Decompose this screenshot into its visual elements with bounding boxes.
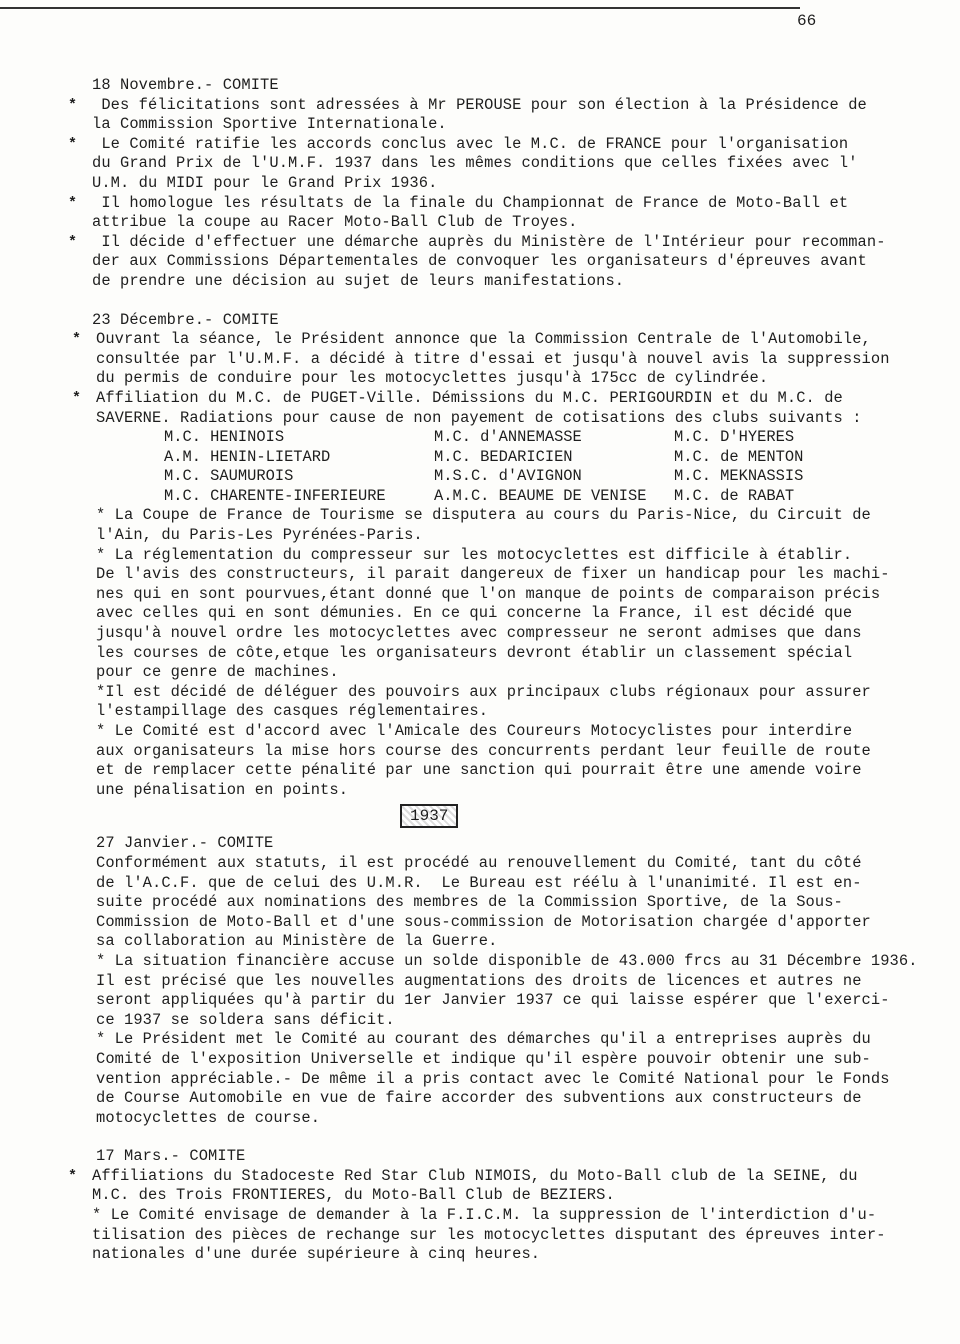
text-line — [92, 1245, 942, 1265]
text-line — [96, 742, 942, 762]
table-row — [164, 428, 803, 448]
line-text: vention appréciable.- De même il a pris contact avec le Comité National pour le Fonds — [96, 1069, 890, 1088]
line-text: ce 1937 se soldera sans déficit. — [96, 1010, 395, 1029]
text-line — [96, 1011, 942, 1031]
bullet-asterisk-icon: * — [68, 194, 78, 212]
line-text: tilisation des pièces de rechange sur les motocyclettes disputant des épreuves inter- — [92, 1225, 886, 1244]
line-text: consultée par l'U.M.F. a décidé à titre d'essai et jusqu'à nouvel avis la suppression — [96, 349, 890, 368]
line-text: Le Comité ratifie les accords conclus avec le M.C. de FRANCE pour l'organisation — [92, 134, 849, 153]
text-line — [96, 781, 942, 801]
section-heading: 27 Janvier.- COMITE — [96, 834, 274, 853]
line-text: avec celles qui en sont démunies. En ce qui concerne la France, il est décidé que — [96, 604, 853, 623]
line-text: de prendre une décision au sujet de leurs manifestations. — [92, 271, 625, 290]
text-line — [96, 506, 942, 526]
text-line — [96, 663, 942, 683]
bullet-asterisk-icon: * — [72, 389, 82, 407]
line-text: l'Ain, du Paris-Les Pyrénées-Paris. — [96, 526, 423, 545]
text-line — [96, 604, 942, 624]
line-text: der aux Commissions Départementales de convoquer les organisateurs d'épreuves avant — [92, 252, 867, 271]
text-line — [96, 526, 942, 546]
line-text: suite procédé aux nominations des membres de la Commission Sportive, de la Sous- — [96, 893, 843, 912]
text-line — [92, 1206, 942, 1226]
line-text: Il décide d'effectuer une démarche auprès du Ministère de l'Intérieur pour recomman- — [92, 232, 886, 251]
text-line — [96, 546, 942, 566]
text-line — [96, 1089, 942, 1109]
page-number: 66 — [797, 12, 817, 30]
text-line — [92, 1186, 942, 1206]
text-line — [96, 991, 942, 1011]
section-23-decembre-notes — [72, 506, 942, 800]
line-text: M.C. des Trois FRONTIERES, du Moto-Ball Club de BEZIERS. — [92, 1186, 615, 1205]
line-text: seront appliquées qu'à partir du 1er Janvier 1937 ce qui laisse espérer que l'exerci- — [96, 991, 890, 1010]
line-text: * La Coupe de France de Tourisme se disputera au cours du Paris-Nice, du Circuit de — [96, 506, 871, 525]
line-text: Ouvrant la séance, le Président annonce que la Commission Centrale de l'Automobile, — [96, 330, 871, 349]
club-name: A.M.C. BEAUME DE VENISE — [434, 486, 647, 505]
section-18-novembre — [68, 95, 942, 292]
table-row — [164, 467, 803, 487]
text-line — [96, 644, 942, 664]
line-text: du Grand Prix de l'U.M.F. 1937 dans les mêmes conditions que celles fixées avec l' — [92, 154, 858, 173]
text-line — [96, 932, 942, 952]
line-text: Des félicitations sont adressées à Mr PEROUSE pour son élection à la Présidence de — [92, 95, 867, 114]
section-17-mars — [68, 1166, 942, 1265]
line-text: Commission de Moto-Ball et d'une sous-commission de Motorisation chargée d'apporter — [96, 912, 871, 931]
club-name: M.C. de MENTON — [674, 447, 804, 466]
text-line — [96, 369, 942, 389]
line-text: et de remplacer cette pénalité par une sanction qui pourrait être une amende voire — [96, 761, 862, 780]
club-name: M.C. MEKNASSIS — [674, 467, 804, 486]
text-line — [68, 232, 942, 253]
table-row — [164, 487, 803, 507]
bullet-asterisk-icon: * — [68, 135, 78, 153]
text-line — [92, 213, 942, 233]
section-heading: 18 Novembre.- COMITE — [92, 76, 279, 94]
line-text: Comité de l'exposition Universelle et indique qu'il espère pouvoir obtenir une sub- — [96, 1049, 871, 1068]
line-text: les courses de côte,etque les organisateurs devront établir un classement spécial — [96, 643, 853, 662]
text-line — [92, 272, 942, 292]
text-line — [68, 95, 942, 116]
text-line — [72, 388, 942, 409]
line-text: * La réglementation du compresseur sur les motocyclettes est difficile à établir. — [96, 545, 853, 564]
section-heading: 23 Décembre.- COMITE — [92, 310, 279, 329]
text-line — [96, 1109, 942, 1129]
line-text: pour ce genre de machines. — [96, 663, 339, 682]
text-line — [96, 913, 942, 933]
club-name: M.C. CHARENTE-INFERIEURE — [164, 486, 386, 505]
line-text: *Il est décidé de déléguer des pouvoirs aux principaux clubs régionaux pour assurer — [96, 682, 871, 701]
club-name: A.M. HENIN-LIETARD — [164, 447, 331, 466]
bullet-asterisk-icon: * — [68, 233, 78, 251]
club-name: M.C. d'ANNEMASSE — [434, 428, 582, 447]
section-23-decembre-intro — [72, 330, 942, 428]
text-line — [96, 1050, 942, 1070]
line-text: motocyclettes de course. — [96, 1108, 321, 1127]
line-text: * Le Comité est d'accord avec l'Amicale des Coureurs Motocyclistes pour interdire — [96, 722, 853, 740]
text-line — [96, 585, 942, 605]
line-text: l'estampillage des casques réglementaires. — [96, 702, 489, 721]
club-name: M.C. D'HYERES — [674, 428, 795, 447]
line-text: sa collaboration au Ministère de la Guerre. — [96, 932, 498, 951]
text-line — [92, 174, 942, 194]
section-heading: 17 Mars.- COMITE — [96, 1147, 246, 1166]
club-name: M.C. SAUMUROIS — [164, 467, 294, 486]
line-text: De l'avis des constructeurs, il parait dangereux de fixer un handicap pour les machi- — [96, 565, 890, 584]
bullet-asterisk-icon: * — [68, 96, 78, 114]
text-line — [68, 1166, 942, 1187]
line-text: Il homologue les résultats de la finale du Championnat de France de Moto-Ball et — [92, 193, 849, 212]
text-line — [96, 702, 942, 722]
text-line — [96, 854, 942, 874]
text-line — [96, 624, 942, 644]
line-text: * La situation financière accuse un solde disponible de 43.000 frcs au 31 Décembre 1936. — [96, 951, 918, 970]
text-line — [96, 1070, 942, 1090]
text-line — [92, 154, 942, 174]
text-line — [72, 330, 942, 350]
line-text: aux organisateurs la mise hors course des concurrents perdant leur feuille de route — [96, 741, 871, 760]
text-line — [96, 409, 942, 429]
text-line — [96, 952, 942, 972]
club-name: M.C. de RABAT — [674, 486, 795, 505]
document-body — [68, 76, 942, 1265]
table-row — [164, 448, 803, 468]
bullet-asterisk-icon: * — [72, 331, 82, 349]
line-text: * Le Président met le Comité au courant des démarches qu'il a entreprises auprès du — [96, 1030, 871, 1049]
line-text: la Commission Sportive Internationale. — [92, 115, 447, 134]
line-text: jusqu'à nouvel ordre les motocyclettes avec compresseur ne seront admises que dans — [96, 624, 862, 643]
text-line — [96, 565, 942, 585]
club-name: M.S.C. d'AVIGNON — [434, 467, 582, 486]
line-text: SAVERNE. Radiations pour cause de non payement de cotisations des clubs suivants : — [96, 408, 862, 427]
section-27-janvier — [72, 854, 942, 1128]
line-text: Affiliation du M.C. de PUGET-Ville. Démissions du M.C. PERIGOURDIN et du M.C. de — [96, 388, 843, 407]
line-text: attribue la coupe au Racer Moto-Ball Club de Troyes. — [92, 213, 578, 232]
text-line — [92, 252, 942, 272]
text-line — [96, 893, 942, 913]
text-line — [96, 972, 942, 992]
line-text: Il est précisé que les nouvelles augmentations des droits de licences et autres ne — [96, 971, 862, 990]
line-text: de Course Automobile en vue de faire accorder des subventions aux constructeurs de — [96, 1089, 862, 1108]
text-line — [92, 1226, 942, 1246]
text-line — [92, 115, 942, 135]
text-line — [68, 134, 942, 155]
bullet-asterisk-icon: * — [68, 1167, 78, 1185]
line-text: une pénalisation en points. — [96, 780, 349, 799]
line-text: * Le Comité envisage de demander à la F.I.C.M. la suppression de l'interdiction d'u- — [92, 1206, 877, 1225]
text-line — [96, 350, 942, 370]
line-text: Conformément aux statuts, il est procédé au renouvellement du Comité, tant du côté — [96, 853, 862, 872]
top-rule — [0, 7, 800, 9]
club-name: M.C. HENINOIS — [164, 428, 285, 447]
line-text: nationales d'une durée supérieure à cinq heures. — [92, 1245, 541, 1264]
line-text: de l'A.C.F. que de celui des U.M.R. Le Bureau est réélu à l'unanimité. Il est en- — [96, 873, 862, 892]
line-text: Affiliations du Stadoceste Red Star Club NIMOIS, du Moto-Ball club de la SEINE, du — [92, 1166, 858, 1185]
year-banner: 1937 — [400, 804, 458, 828]
line-text: U.M. du MIDI pour le Grand Prix 1936. — [92, 173, 438, 192]
line-text: du permis de conduire pour les motocyclettes jusqu'à 175cc de cylindrée. — [96, 369, 769, 388]
text-line — [96, 874, 942, 894]
text-line — [96, 1030, 942, 1050]
text-line — [96, 683, 942, 703]
text-line — [96, 761, 942, 781]
text-line — [68, 193, 942, 214]
text-line — [96, 722, 942, 742]
line-text: nes qui en sont pourvues,étant donné que l'on manque de points de comparaison précis — [96, 584, 881, 603]
club-name: M.C. BEDARICIEN — [434, 447, 573, 466]
struck-clubs-table — [164, 428, 803, 506]
